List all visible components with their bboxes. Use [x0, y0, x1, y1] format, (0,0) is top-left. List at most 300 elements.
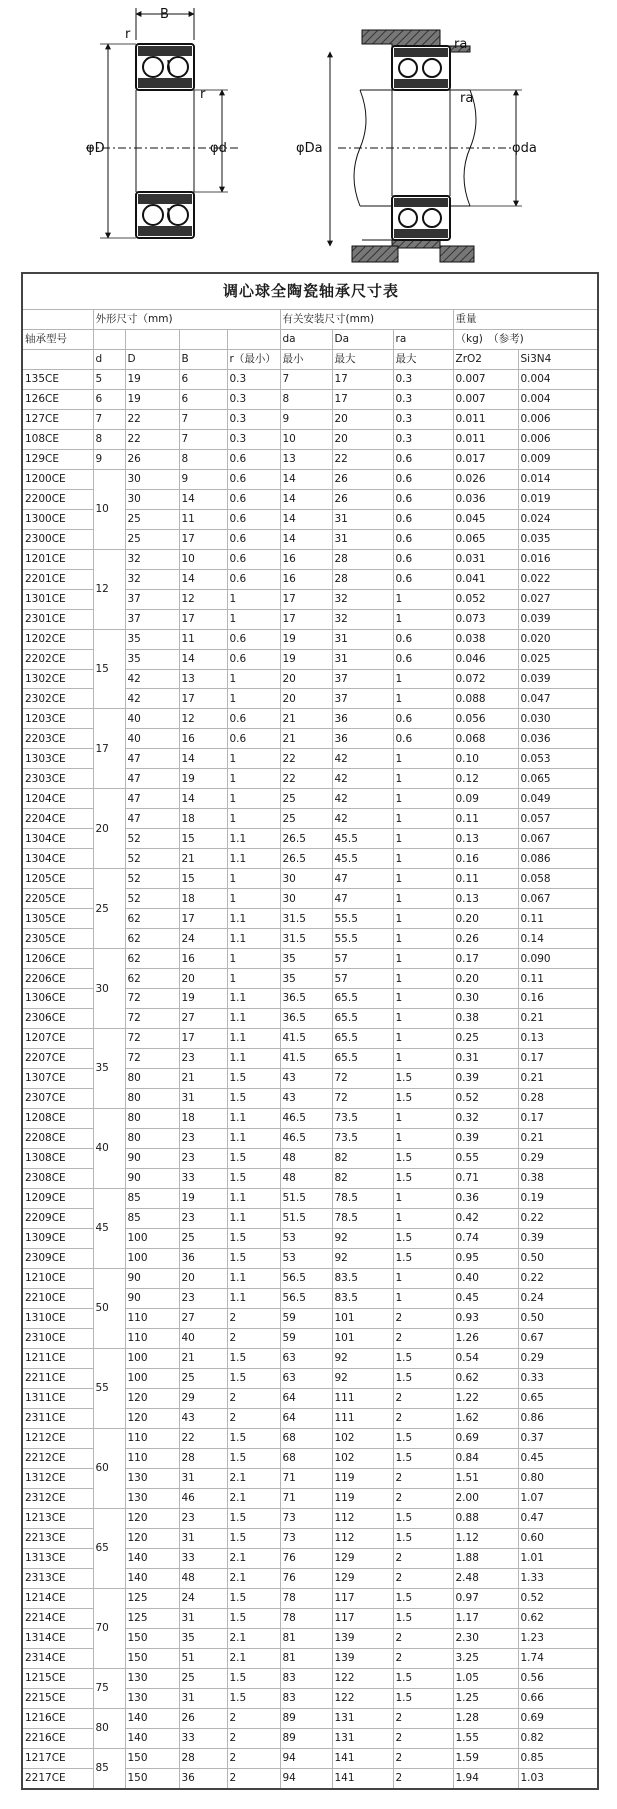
cell-b: 20 [179, 969, 227, 989]
table-row [22, 549, 598, 569]
cell-ra: 1 [393, 949, 453, 969]
cell-da: 139 [332, 1648, 393, 1668]
cell-ra: 1.5 [393, 1608, 453, 1628]
cell-zro2: 1.25 [453, 1688, 518, 1708]
cell-b: 26 [179, 1708, 227, 1728]
cell-da: 59 [280, 1309, 332, 1329]
cell-da: 55.5 [332, 929, 393, 949]
cell-da: 102 [332, 1448, 393, 1468]
cell-da: 7 [280, 369, 332, 389]
cell-ra: 2 [393, 1648, 453, 1668]
cell-si3n4: 0.039 [518, 609, 598, 629]
cell-bore-d: 6 [93, 389, 125, 409]
cell-b: 21 [179, 849, 227, 869]
cell-ra: 1.5 [393, 1508, 453, 1528]
cell-da: 9 [280, 409, 332, 429]
cell-si3n4: 0.086 [518, 849, 598, 869]
cell-model: 1301CE [22, 589, 93, 609]
cell-r: 2.1 [227, 1548, 280, 1568]
cell-r: 1.1 [227, 1029, 280, 1049]
cell-b: 16 [179, 949, 227, 969]
cell-da: 19 [280, 629, 332, 649]
cell-zro2: 1.94 [453, 1768, 518, 1789]
cell-model: 2202CE [22, 649, 93, 669]
cell-r: 0.6 [227, 489, 280, 509]
cell-ra: 0.3 [393, 369, 453, 389]
cell-d: 40 [125, 729, 179, 749]
cell-model: 126CE [22, 389, 93, 409]
cell-da: 83.5 [332, 1269, 393, 1289]
cell-d: 40 [125, 709, 179, 729]
cell-ra: 1.5 [393, 1229, 453, 1249]
cell-model: 2300CE [22, 529, 93, 549]
cell-da: 65.5 [332, 989, 393, 1009]
cell-da: 72 [332, 1089, 393, 1109]
cell-zro2: 0.52 [453, 1089, 518, 1109]
cell-d: 120 [125, 1508, 179, 1528]
cell-da: 92 [332, 1368, 393, 1388]
cell-zro2: 0.011 [453, 429, 518, 449]
cell-d: 100 [125, 1229, 179, 1249]
cell-r: 0.6 [227, 529, 280, 549]
cell-d: 85 [125, 1209, 179, 1229]
table-row [22, 1508, 598, 1528]
cell-model: 2208CE [22, 1129, 93, 1149]
cell-model: 135CE [22, 369, 93, 389]
cell-d: 47 [125, 769, 179, 789]
cell-da: 129 [332, 1548, 393, 1568]
cell-r: 1 [227, 949, 280, 969]
cell-ra: 1 [393, 929, 453, 949]
cell-model: 2213CE [22, 1528, 93, 1548]
cell-r: 1.5 [227, 1688, 280, 1708]
cell-si3n4: 0.13 [518, 1029, 598, 1049]
cell-r: 1.1 [227, 909, 280, 929]
cell-r: 1.5 [227, 1368, 280, 1388]
cell-zro2: 0.31 [453, 1049, 518, 1069]
cell-da: 17 [280, 589, 332, 609]
cell-bore-d: 55 [93, 1348, 125, 1428]
cell-b: 21 [179, 1069, 227, 1089]
cell-b: 22 [179, 1428, 227, 1448]
cell-b: 14 [179, 749, 227, 769]
cell-d: 37 [125, 609, 179, 629]
cell-d: 90 [125, 1169, 179, 1189]
cell-ra: 0.6 [393, 529, 453, 549]
cell-ra: 1.5 [393, 1448, 453, 1468]
cell-model: 1215CE [22, 1668, 93, 1688]
cell-d: 19 [125, 389, 179, 409]
cell-da: 71 [280, 1488, 332, 1508]
cell-d: 80 [125, 1089, 179, 1109]
cell-da: 31 [332, 529, 393, 549]
cell-da: 119 [332, 1468, 393, 1488]
cell-si3n4: 0.21 [518, 1129, 598, 1149]
cell-da: 76 [280, 1548, 332, 1568]
cell-zro2: 0.69 [453, 1428, 518, 1448]
cell-zro2: 2.48 [453, 1568, 518, 1588]
cell-si3n4: 0.039 [518, 669, 598, 689]
cell-model: 108CE [22, 429, 93, 449]
table-row [22, 389, 598, 409]
cell-b: 25 [179, 1668, 227, 1688]
cell-b: 8 [179, 449, 227, 469]
cell-da: 65.5 [332, 1009, 393, 1029]
cell-ra: 2 [393, 1328, 453, 1348]
cell-zro2: 0.71 [453, 1169, 518, 1189]
cell-zro2: 0.073 [453, 609, 518, 629]
cell-zro2: 0.11 [453, 809, 518, 829]
cell-b: 36 [179, 1249, 227, 1269]
cell-model: 1206CE [22, 949, 93, 969]
cell-ra: 2 [393, 1408, 453, 1428]
cell-b: 36 [179, 1768, 227, 1789]
cell-model: 1302CE [22, 669, 93, 689]
sub-header-da: da [280, 329, 332, 349]
cell-d: 125 [125, 1608, 179, 1628]
cell-da: 20 [332, 429, 393, 449]
cell-da: 68 [280, 1448, 332, 1468]
cell-b: 24 [179, 929, 227, 949]
cell-r: 1 [227, 749, 280, 769]
cell-d: 72 [125, 1009, 179, 1029]
cell-zro2: 2.00 [453, 1488, 518, 1508]
table-row [22, 1189, 598, 1209]
cell-da: 26 [332, 489, 393, 509]
cell-model: 2204CE [22, 809, 93, 829]
cell-model: 1314CE [22, 1628, 93, 1648]
cell-si3n4: 0.009 [518, 449, 598, 469]
cell-ra: 1 [393, 1209, 453, 1229]
cell-b: 23 [179, 1049, 227, 1069]
cell-b: 19 [179, 1189, 227, 1209]
cell-b: 21 [179, 1348, 227, 1368]
sub-header-ra: ra [393, 329, 453, 349]
cell-b: 6 [179, 389, 227, 409]
cell-b: 19 [179, 989, 227, 1009]
cell-d: 52 [125, 889, 179, 909]
cell-zro2: 0.36 [453, 1189, 518, 1209]
cell-zro2: 0.84 [453, 1448, 518, 1468]
cell-da: 22 [280, 769, 332, 789]
cell-da: 81 [280, 1628, 332, 1648]
cell-da: 139 [332, 1628, 393, 1648]
cell-zro2: 0.62 [453, 1368, 518, 1388]
cell-da: 122 [332, 1688, 393, 1708]
cell-da: 43 [280, 1069, 332, 1089]
cell-si3n4: 0.60 [518, 1528, 598, 1548]
cell-r: 2 [227, 1768, 280, 1789]
bearing-section-left [86, 7, 240, 238]
cell-model: 2309CE [22, 1249, 93, 1269]
cell-b: 31 [179, 1528, 227, 1548]
cell-d: 62 [125, 949, 179, 969]
cell-r: 1 [227, 789, 280, 809]
cell-b: 23 [179, 1129, 227, 1149]
cell-r: 0.6 [227, 469, 280, 489]
cell-ra: 1.5 [393, 1249, 453, 1269]
cell-si3n4: 0.027 [518, 589, 598, 609]
cell-da: 31 [332, 509, 393, 529]
cell-da: 81 [280, 1648, 332, 1668]
cell-b: 15 [179, 869, 227, 889]
cell-r: 2 [227, 1388, 280, 1408]
cell-b: 14 [179, 569, 227, 589]
cell-d: 30 [125, 489, 179, 509]
cell-model: 1217CE [22, 1748, 93, 1768]
cell-r: 2.1 [227, 1628, 280, 1648]
cell-da: 55.5 [332, 909, 393, 929]
cell-r: 1 [227, 809, 280, 829]
cell-zro2: 0.09 [453, 789, 518, 809]
cell-da: 101 [332, 1309, 393, 1329]
cell-d: 130 [125, 1688, 179, 1708]
cell-d: 22 [125, 409, 179, 429]
cell-r: 2.1 [227, 1468, 280, 1488]
cell-da: 78.5 [332, 1209, 393, 1229]
cell-d: 72 [125, 1049, 179, 1069]
cell-bore-d: 15 [93, 629, 125, 709]
cell-d: 140 [125, 1568, 179, 1588]
cell-d: 110 [125, 1309, 179, 1329]
cell-da: 26.5 [280, 849, 332, 869]
cell-bore-d: 8 [93, 429, 125, 449]
cell-da: 89 [280, 1728, 332, 1748]
cell-da: 45.5 [332, 849, 393, 869]
cell-zro2: 0.88 [453, 1508, 518, 1528]
cell-r: 1.5 [227, 1348, 280, 1368]
cell-d: 90 [125, 1289, 179, 1309]
cell-da: 35 [280, 949, 332, 969]
cell-ra: 1 [393, 749, 453, 769]
cell-r: 1.1 [227, 1009, 280, 1029]
cell-si3n4: 0.50 [518, 1309, 598, 1329]
cell-r: 1.1 [227, 989, 280, 1009]
cell-ra: 1.5 [393, 1348, 453, 1368]
cell-ra: 1 [393, 1189, 453, 1209]
cell-b: 17 [179, 689, 227, 709]
cell-da: 42 [332, 789, 393, 809]
cell-ra: 1 [393, 909, 453, 929]
cell-b: 7 [179, 409, 227, 429]
cell-model: 2311CE [22, 1408, 93, 1428]
cell-b: 10 [179, 549, 227, 569]
cell-model: 1201CE [22, 549, 93, 569]
cell-ra: 1 [393, 809, 453, 829]
cell-da: 131 [332, 1708, 393, 1728]
cell-zro2: 0.20 [453, 909, 518, 929]
cell-bore-d: 30 [93, 949, 125, 1029]
cell-ra: 2 [393, 1768, 453, 1789]
cell-da: 83 [280, 1688, 332, 1708]
cell-zro2: 1.17 [453, 1608, 518, 1628]
cell-da: 83 [280, 1668, 332, 1688]
cell-si3n4: 0.065 [518, 769, 598, 789]
housing-diameter-label: φDa [296, 141, 323, 156]
cell-model: 1303CE [22, 749, 93, 769]
cell-zro2: 0.068 [453, 729, 518, 749]
cell-zro2: 1.12 [453, 1528, 518, 1548]
cell-b: 25 [179, 1229, 227, 1249]
cell-da: 21 [280, 729, 332, 749]
group-header-weight: 重量 [453, 309, 598, 329]
cell-si3n4: 0.014 [518, 469, 598, 489]
cell-d: 47 [125, 749, 179, 769]
cell-b: 14 [179, 489, 227, 509]
cell-da: 82 [332, 1149, 393, 1169]
cell-d: 47 [125, 809, 179, 829]
cell-b: 23 [179, 1508, 227, 1528]
cell-d: 19 [125, 369, 179, 389]
cell-si3n4: 0.067 [518, 889, 598, 909]
cell-da: 92 [332, 1348, 393, 1368]
cell-da: 36.5 [280, 989, 332, 1009]
cell-r: 1.1 [227, 929, 280, 949]
cell-da: 117 [332, 1608, 393, 1628]
cell-model: 1313CE [22, 1548, 93, 1568]
cell-d: 125 [125, 1588, 179, 1608]
cell-zro2: 0.95 [453, 1249, 518, 1269]
cell-zro2: 0.42 [453, 1209, 518, 1229]
cell-da: 111 [332, 1388, 393, 1408]
cell-r: 1 [227, 969, 280, 989]
cell-da: 43 [280, 1089, 332, 1109]
cell-b: 12 [179, 709, 227, 729]
cell-b: 17 [179, 909, 227, 929]
cell-r: 0.6 [227, 729, 280, 749]
cell-r: 1 [227, 869, 280, 889]
cell-da: 32 [332, 589, 393, 609]
cell-si3n4: 0.45 [518, 1448, 598, 1468]
cell-da: 83.5 [332, 1289, 393, 1309]
cell-si3n4: 0.004 [518, 369, 598, 389]
cell-bore-d: 12 [93, 549, 125, 629]
table-row [22, 1748, 598, 1768]
cell-zro2: 0.031 [453, 549, 518, 569]
cell-da: 63 [280, 1368, 332, 1388]
cell-si3n4: 0.37 [518, 1428, 598, 1448]
cell-zro2: 0.11 [453, 869, 518, 889]
cell-model: 1210CE [22, 1269, 93, 1289]
cell-r: 0.6 [227, 509, 280, 529]
cell-bore-d: 20 [93, 789, 125, 869]
cell-r: 1.1 [227, 1189, 280, 1209]
cell-da: 78.5 [332, 1189, 393, 1209]
cell-r: 1.5 [227, 1428, 280, 1448]
cell-ra: 1 [393, 849, 453, 869]
cell-da: 51.5 [280, 1209, 332, 1229]
cell-zro2: 0.45 [453, 1289, 518, 1309]
cell-ra: 1 [393, 609, 453, 629]
table-row [22, 429, 598, 449]
cell-r: 1 [227, 689, 280, 709]
cell-r: 0.6 [227, 569, 280, 589]
cell-da: 37 [332, 689, 393, 709]
table-row [22, 869, 598, 889]
cell-b: 33 [179, 1169, 227, 1189]
cell-model: 2210CE [22, 1289, 93, 1309]
cell-b: 12 [179, 589, 227, 609]
cell-si3n4: 0.39 [518, 1229, 598, 1249]
cell-r: 1.5 [227, 1608, 280, 1628]
cell-da: 17 [280, 609, 332, 629]
cell-r: 1 [227, 769, 280, 789]
cell-d: 80 [125, 1069, 179, 1089]
cell-model: 2301CE [22, 609, 93, 629]
cell-zro2: 0.38 [453, 1009, 518, 1029]
col-header-ra-max: 最大 [393, 349, 453, 369]
cell-zro2: 0.041 [453, 569, 518, 589]
cell-d: 52 [125, 869, 179, 889]
cell-r: 1.5 [227, 1069, 280, 1089]
cell-ra: 2 [393, 1748, 453, 1768]
cell-zro2: 0.16 [453, 849, 518, 869]
cell-da: 13 [280, 449, 332, 469]
cell-model: 2306CE [22, 1009, 93, 1029]
cell-da: 89 [280, 1708, 332, 1728]
cell-model: 1212CE [22, 1428, 93, 1448]
cell-si3n4: 0.17 [518, 1049, 598, 1069]
cell-ra: 1 [393, 1129, 453, 1149]
cell-d: 140 [125, 1548, 179, 1568]
fillet-label-ra-top: ra [454, 37, 468, 52]
cell-zro2: 0.25 [453, 1029, 518, 1049]
cell-da: 35 [280, 969, 332, 989]
cell-si3n4: 0.022 [518, 569, 598, 589]
cell-model: 1208CE [22, 1109, 93, 1129]
cell-ra: 2 [393, 1728, 453, 1748]
cell-ra: 1 [393, 869, 453, 889]
cell-model: 2307CE [22, 1089, 93, 1109]
cell-si3n4: 0.38 [518, 1169, 598, 1189]
cell-bore-d: 75 [93, 1668, 125, 1708]
cell-b: 27 [179, 1309, 227, 1329]
cell-d: 150 [125, 1648, 179, 1668]
cell-zro2: 0.97 [453, 1588, 518, 1608]
cell-si3n4: 0.28 [518, 1089, 598, 1109]
bearing-spec-table [21, 272, 599, 1790]
cell-zro2: 0.036 [453, 489, 518, 509]
cell-b: 28 [179, 1748, 227, 1768]
cell-d: 100 [125, 1249, 179, 1269]
cell-r: 1.5 [227, 1448, 280, 1468]
cell-zro2: 1.22 [453, 1388, 518, 1408]
cell-da: 82 [332, 1169, 393, 1189]
bearing-installed-right [296, 30, 537, 262]
cell-da: 53 [280, 1249, 332, 1269]
col-header-r: r（最小） [227, 349, 280, 369]
cell-da: 141 [332, 1768, 393, 1789]
cell-zro2: 0.39 [453, 1129, 518, 1149]
cell-d: 150 [125, 1748, 179, 1768]
cell-b: 13 [179, 669, 227, 689]
cell-da: 14 [280, 529, 332, 549]
cell-da: 25 [280, 789, 332, 809]
cell-b: 6 [179, 369, 227, 389]
cell-b: 7 [179, 429, 227, 449]
cell-r: 1.1 [227, 1049, 280, 1069]
cell-r: 1.5 [227, 1588, 280, 1608]
cell-d: 32 [125, 569, 179, 589]
cell-da: 51.5 [280, 1189, 332, 1209]
cell-ra: 2 [393, 1488, 453, 1508]
cell-d: 90 [125, 1269, 179, 1289]
cell-b: 14 [179, 649, 227, 669]
cell-d: 72 [125, 1029, 179, 1049]
cell-da: 94 [280, 1768, 332, 1789]
table-row [22, 1029, 598, 1049]
cell-r: 1.5 [227, 1169, 280, 1189]
